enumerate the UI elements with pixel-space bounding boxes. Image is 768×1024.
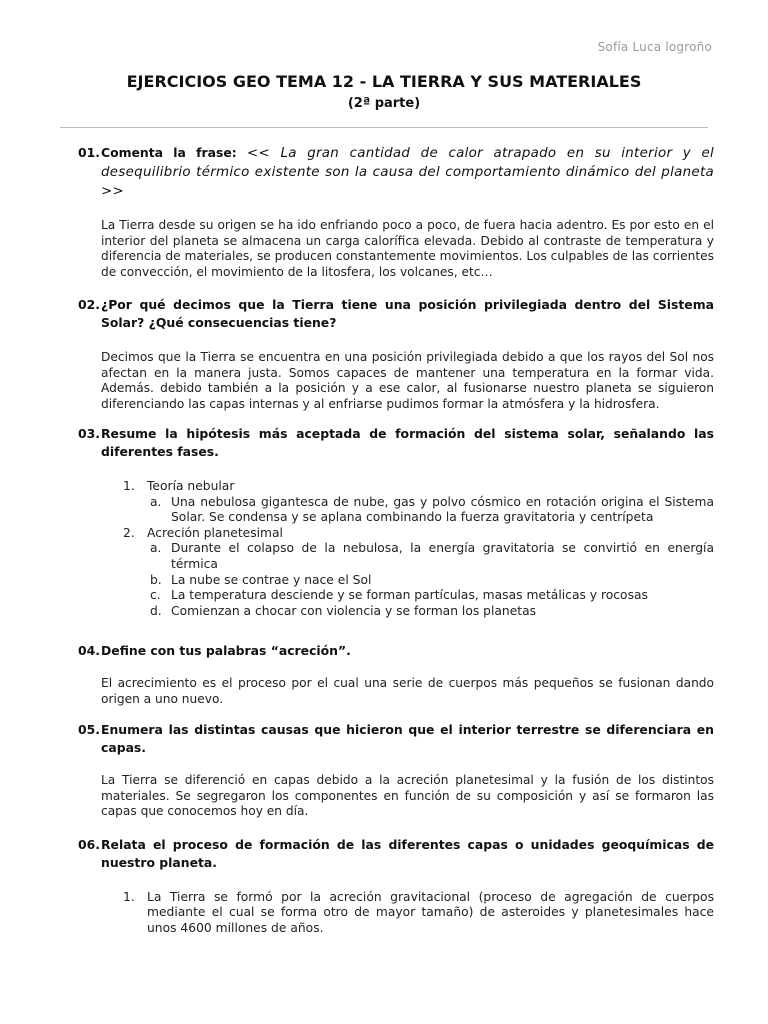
author-name: Sofía Luca logroño	[597, 40, 712, 54]
list-label: Teoría nebular	[147, 479, 235, 493]
sub-list-item	[150, 495, 714, 526]
answer-01: La Tierra desde su origen se ha ido enfriando poco a poco, de fuera hacia adentro. Es por esto en el interior del planeta se almacena un carga calorífica elevada. Debido al contraste de temperatura y diferencia de materiales, se producen constantemente movimientos. Los culpables de las corrientes de convección, el movimiento de la litosfera, los volcanes, etc…	[101, 218, 714, 279]
list-number: 2.	[123, 525, 135, 540]
sub-list-item	[150, 588, 714, 604]
sub-list-text: La nube se contrae y nace el Sol	[171, 572, 372, 587]
sub-list-item	[150, 573, 714, 589]
sub-list-text: Durante el colapso de la nebulosa, la energía gravitatoria se convirtió en energía térmica	[171, 541, 714, 571]
answer-02: Decimos que la Tierra se encuentra en una posición privilegiada debido a que los rayos del Sol nos afectan en la manera justa. Somos capaces de mantener una temperatura en la formar vida. Además. debido también a la posición y a ese calor, al fusionarse nuestro planeta se siguieron diferenciando las capas internas y al enfriarse pudimos formar la atmósfera y la hidrosfera.	[101, 350, 714, 411]
list-item	[123, 526, 714, 542]
answer-03-list	[123, 479, 714, 619]
list-item	[123, 890, 714, 937]
title-divider	[60, 127, 708, 128]
sub-list-item	[150, 541, 714, 572]
question-text: Resume la hipótesis más aceptada de formación del sistema solar, señalando las diferentes fases.	[101, 426, 714, 459]
answer-05: La Tierra se diferenció en capas debido a la acreción planetesimal y la fusión de los distintos materiales. Se segregaron los componentes en función de su composición y así se formaron las capas que conocemos hoy en día.	[101, 773, 714, 819]
document-title: EJERCICIOS GEO TEMA 12 - LA TIERRA Y SUS MATERIALES	[126, 72, 642, 91]
question-number: 03.	[78, 426, 100, 441]
question-03	[78, 425, 714, 461]
sub-list-text: Una nebulosa gigantesca de nube, gas y polvo cósmico en rotación origina el Sistema Solar. Se condensa y se aplana combinando la fuerza gravitatoria y centrípeta	[171, 494, 714, 525]
list-label: Acreción planetesimal	[147, 525, 283, 540]
question-01	[78, 144, 714, 201]
sub-list-letter: c.	[150, 588, 161, 603]
sub-list-text: Comienzan a chocar con violencia y se forman los planetas	[171, 603, 537, 618]
question-text: Relata el proceso de formación de las diferentes capas o unidades geoquímicas de nuestro planeta.	[101, 836, 714, 870]
question-number: 02.	[78, 297, 100, 312]
question-text: Define con tus palabras “acreción”.	[101, 643, 351, 659]
sub-list-text: La temperatura desciende y se forman partículas, masas metálicas y rocosas	[171, 588, 648, 603]
question-quote: << La gran cantidad de calor atrapado en su interior y el desequilibrio térmico existente son la causa del comportamiento dinámico del planeta >>	[101, 146, 715, 199]
question-04	[78, 642, 714, 660]
answer-06-list	[123, 890, 714, 937]
question-text: ¿Por qué decimos que la Tierra tiene una posición privilegiada dentro del Sistema Solar? ¿Qué consecuencias tiene?	[101, 297, 714, 330]
question-prefix: Comenta la frase:	[101, 145, 247, 160]
document-subtitle: (2ª parte)	[347, 96, 421, 111]
document-body	[78, 144, 714, 937]
question-05	[78, 721, 714, 757]
question-number: 04.	[78, 643, 100, 659]
question-06	[78, 836, 714, 872]
sub-list-letter: a.	[150, 541, 162, 556]
sub-list	[150, 541, 714, 619]
answer-04: El acrecimiento es el proceso por el cual una serie de cuerpos más pequeños se fusionan dando origen a uno nuevo.	[101, 676, 714, 706]
question-02	[78, 296, 714, 332]
list-item	[123, 479, 714, 495]
sub-list-letter: a.	[150, 494, 162, 509]
sub-list	[150, 495, 714, 526]
sub-list-letter: d.	[150, 603, 162, 618]
sub-list-letter: b.	[150, 572, 162, 587]
sub-list-item	[150, 604, 714, 620]
question-number: 06.	[78, 836, 100, 852]
question-number: 05.	[78, 722, 100, 738]
list-number: 1.	[123, 889, 135, 904]
list-text: La Tierra se formó por la acreción gravitacional (proceso de agregación de cuerpos mediante el cual se forma otro de mayor tamaño) de asteroides y planetesimales hace unos 4600 millones de años.	[147, 889, 714, 936]
question-number: 01.	[78, 145, 100, 160]
question-text: Enumera las distintas causas que hicieron que el interior terrestre se diferenciara en capas.	[101, 722, 714, 756]
list-number: 1.	[123, 479, 135, 493]
